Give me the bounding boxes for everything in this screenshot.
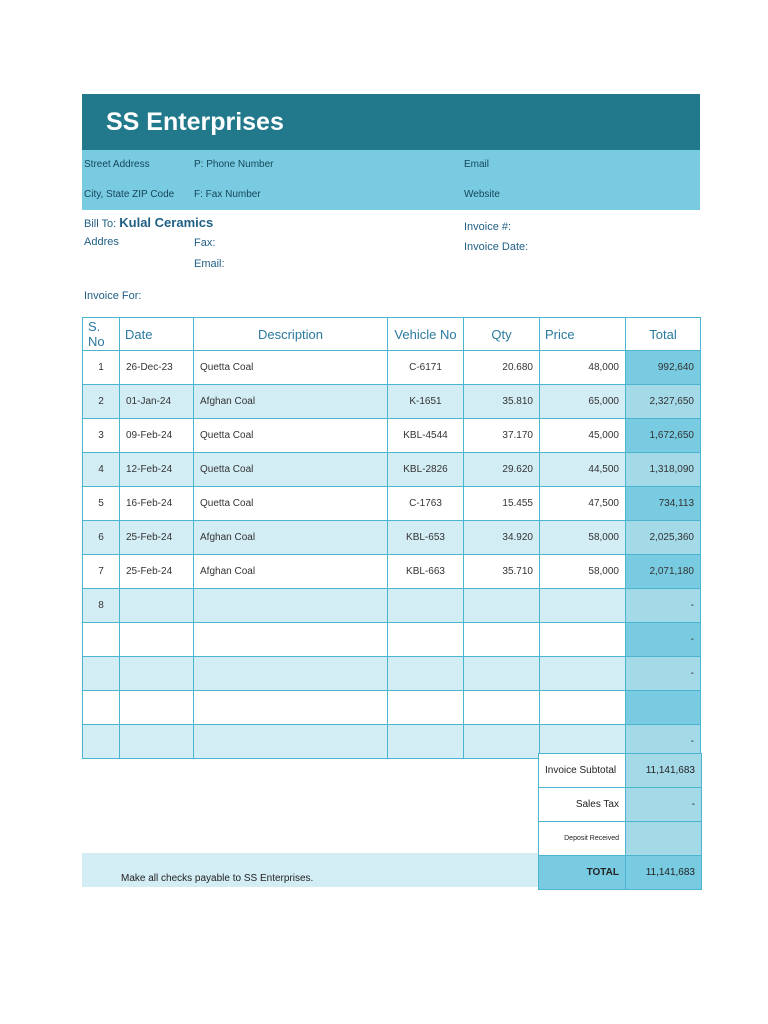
cell-description [194, 623, 388, 657]
invoice-date-label: Invoice Date: [464, 241, 529, 253]
cell-total: - [626, 657, 701, 691]
cell-total: 992,640 [626, 351, 701, 385]
cell-date [120, 589, 194, 623]
cell-description: Quetta Coal [194, 351, 388, 385]
cell-total: 2,025,360 [626, 521, 701, 555]
website: Website [464, 189, 500, 200]
cell-vehicle-no [388, 623, 464, 657]
table-header-row [83, 318, 701, 351]
cell-vehicle-no [388, 657, 464, 691]
col-header-date: Date [120, 318, 194, 351]
cell-qty: 35.710 [464, 555, 540, 589]
cell-description: Afghan Coal [194, 385, 388, 419]
contact-band-2 [82, 180, 700, 210]
cell-date: 01-Jan-24 [120, 385, 194, 419]
cell-total: - [626, 725, 701, 759]
table-row [83, 487, 701, 521]
cell-price: 44,500 [540, 453, 626, 487]
invoice-number-label: Invoice #: [464, 221, 512, 233]
cell-date: 26-Dec-23 [120, 351, 194, 385]
sales-tax-value: - [626, 788, 702, 822]
summary-table [538, 753, 702, 890]
header-banner [82, 94, 700, 150]
cell-total: 734,113 [626, 487, 701, 521]
cell-price: 47,500 [540, 487, 626, 521]
table-row [83, 657, 701, 691]
cell-total: - [626, 623, 701, 657]
cell-date [120, 657, 194, 691]
table-row [83, 385, 701, 419]
cell-sno: 3 [83, 419, 120, 453]
col-header-qty: Qty [464, 318, 540, 351]
cell-qty: 37.170 [464, 419, 540, 453]
cell-total: 2,071,180 [626, 555, 701, 589]
cell-vehicle-no: K-1651 [388, 385, 464, 419]
cell-qty [464, 725, 540, 759]
cell-price: 58,000 [540, 521, 626, 555]
subtotal-row [539, 754, 702, 788]
fax-number: F: Fax Number [194, 189, 261, 200]
cell-total: - [626, 589, 701, 623]
email: Email [464, 159, 490, 170]
table-row [83, 351, 701, 385]
bill-to-label: Bill To: [84, 218, 117, 230]
cell-qty: 34.920 [464, 521, 540, 555]
col-header-price: Price [540, 318, 626, 351]
cell-sno: 2 [83, 385, 120, 419]
contact-band-1 [82, 150, 700, 180]
cell-description [194, 657, 388, 691]
city-state-zip: City, State ZIP Code [84, 189, 175, 200]
footer-band [82, 853, 538, 887]
cell-description: Quetta Coal [194, 419, 388, 453]
cell-description: Afghan Coal [194, 555, 388, 589]
cell-date: 09-Feb-24 [120, 419, 194, 453]
cell-qty: 35.810 [464, 385, 540, 419]
table-row [83, 589, 701, 623]
subtotal-value: 11,141,683 [626, 754, 702, 788]
cell-price [540, 657, 626, 691]
invoice-for-label: Invoice For: [84, 290, 142, 302]
sales-tax-label: Sales Tax [539, 788, 626, 822]
deposit-row [539, 822, 702, 856]
cell-qty: 15.455 [464, 487, 540, 521]
cell-qty [464, 691, 540, 725]
fax-label: Fax: [194, 237, 216, 249]
cell-date [120, 691, 194, 725]
cell-sno: 6 [83, 521, 120, 555]
total-value: 11,141,683 [626, 856, 702, 890]
cell-sno [83, 657, 120, 691]
col-header-sno: S. No [83, 318, 120, 351]
cell-date: 12-Feb-24 [120, 453, 194, 487]
cell-vehicle-no: C-1763 [388, 487, 464, 521]
col-header-description: Description [194, 318, 388, 351]
line-items-table [82, 317, 701, 759]
cell-total [626, 691, 701, 725]
deposit-label: Deposit Received [539, 822, 626, 856]
cell-price [540, 589, 626, 623]
footer-note: Make all checks payable to SS Enterprises. [121, 873, 314, 884]
table-row [83, 419, 701, 453]
cell-date: 16-Feb-24 [120, 487, 194, 521]
cell-sno [83, 623, 120, 657]
cell-qty: 29.620 [464, 453, 540, 487]
deposit-value [626, 822, 702, 856]
cell-sno: 5 [83, 487, 120, 521]
cell-qty [464, 589, 540, 623]
table-row [83, 555, 701, 589]
cell-total: 1,672,650 [626, 419, 701, 453]
cell-total: 2,327,650 [626, 385, 701, 419]
cell-vehicle-no: KBL-2826 [388, 453, 464, 487]
cell-sno [83, 691, 120, 725]
cell-price: 48,000 [540, 351, 626, 385]
cell-sno: 8 [83, 589, 120, 623]
table-row [83, 453, 701, 487]
cell-sno: 4 [83, 453, 120, 487]
sales-tax-row [539, 788, 702, 822]
cell-description [194, 725, 388, 759]
cell-date: 25-Feb-24 [120, 521, 194, 555]
cell-description: Quetta Coal [194, 487, 388, 521]
cell-description [194, 589, 388, 623]
cell-qty: 20.680 [464, 351, 540, 385]
cell-description [194, 691, 388, 725]
cell-price: 58,000 [540, 555, 626, 589]
cell-date [120, 725, 194, 759]
cell-qty [464, 657, 540, 691]
cell-vehicle-no: KBL-4544 [388, 419, 464, 453]
cell-vehicle-no [388, 725, 464, 759]
cell-price [540, 691, 626, 725]
cell-vehicle-no: KBL-653 [388, 521, 464, 555]
company-name: SS Enterprises [106, 108, 284, 136]
total-label: TOTAL [539, 856, 626, 890]
cell-sno: 7 [83, 555, 120, 589]
table-row [83, 521, 701, 555]
cell-qty [464, 623, 540, 657]
email-label: Email: [194, 258, 225, 270]
cell-vehicle-no [388, 589, 464, 623]
col-header-vehicle-no: Vehicle No [388, 318, 464, 351]
bill-to [84, 215, 213, 230]
cell-price: 45,000 [540, 419, 626, 453]
cell-description: Quetta Coal [194, 453, 388, 487]
cell-price: 65,000 [540, 385, 626, 419]
phone-number: P: Phone Number [194, 159, 274, 170]
cell-date [120, 623, 194, 657]
cell-date: 25-Feb-24 [120, 555, 194, 589]
col-header-total: Total [626, 318, 701, 351]
total-row [539, 856, 702, 890]
subtotal-label: Invoice Subtotal [539, 754, 626, 788]
cell-description: Afghan Coal [194, 521, 388, 555]
table-row [83, 691, 701, 725]
cell-vehicle-no: KBL-663 [388, 555, 464, 589]
cell-sno: 1 [83, 351, 120, 385]
street-address: Street Address [84, 159, 150, 170]
table-row [83, 623, 701, 657]
address-label: Addres [84, 236, 119, 248]
client-name: Kulal Ceramics [119, 215, 214, 230]
cell-price [540, 623, 626, 657]
cell-sno [83, 725, 120, 759]
cell-vehicle-no [388, 691, 464, 725]
cell-vehicle-no: C-6171 [388, 351, 464, 385]
cell-total: 1,318,090 [626, 453, 701, 487]
